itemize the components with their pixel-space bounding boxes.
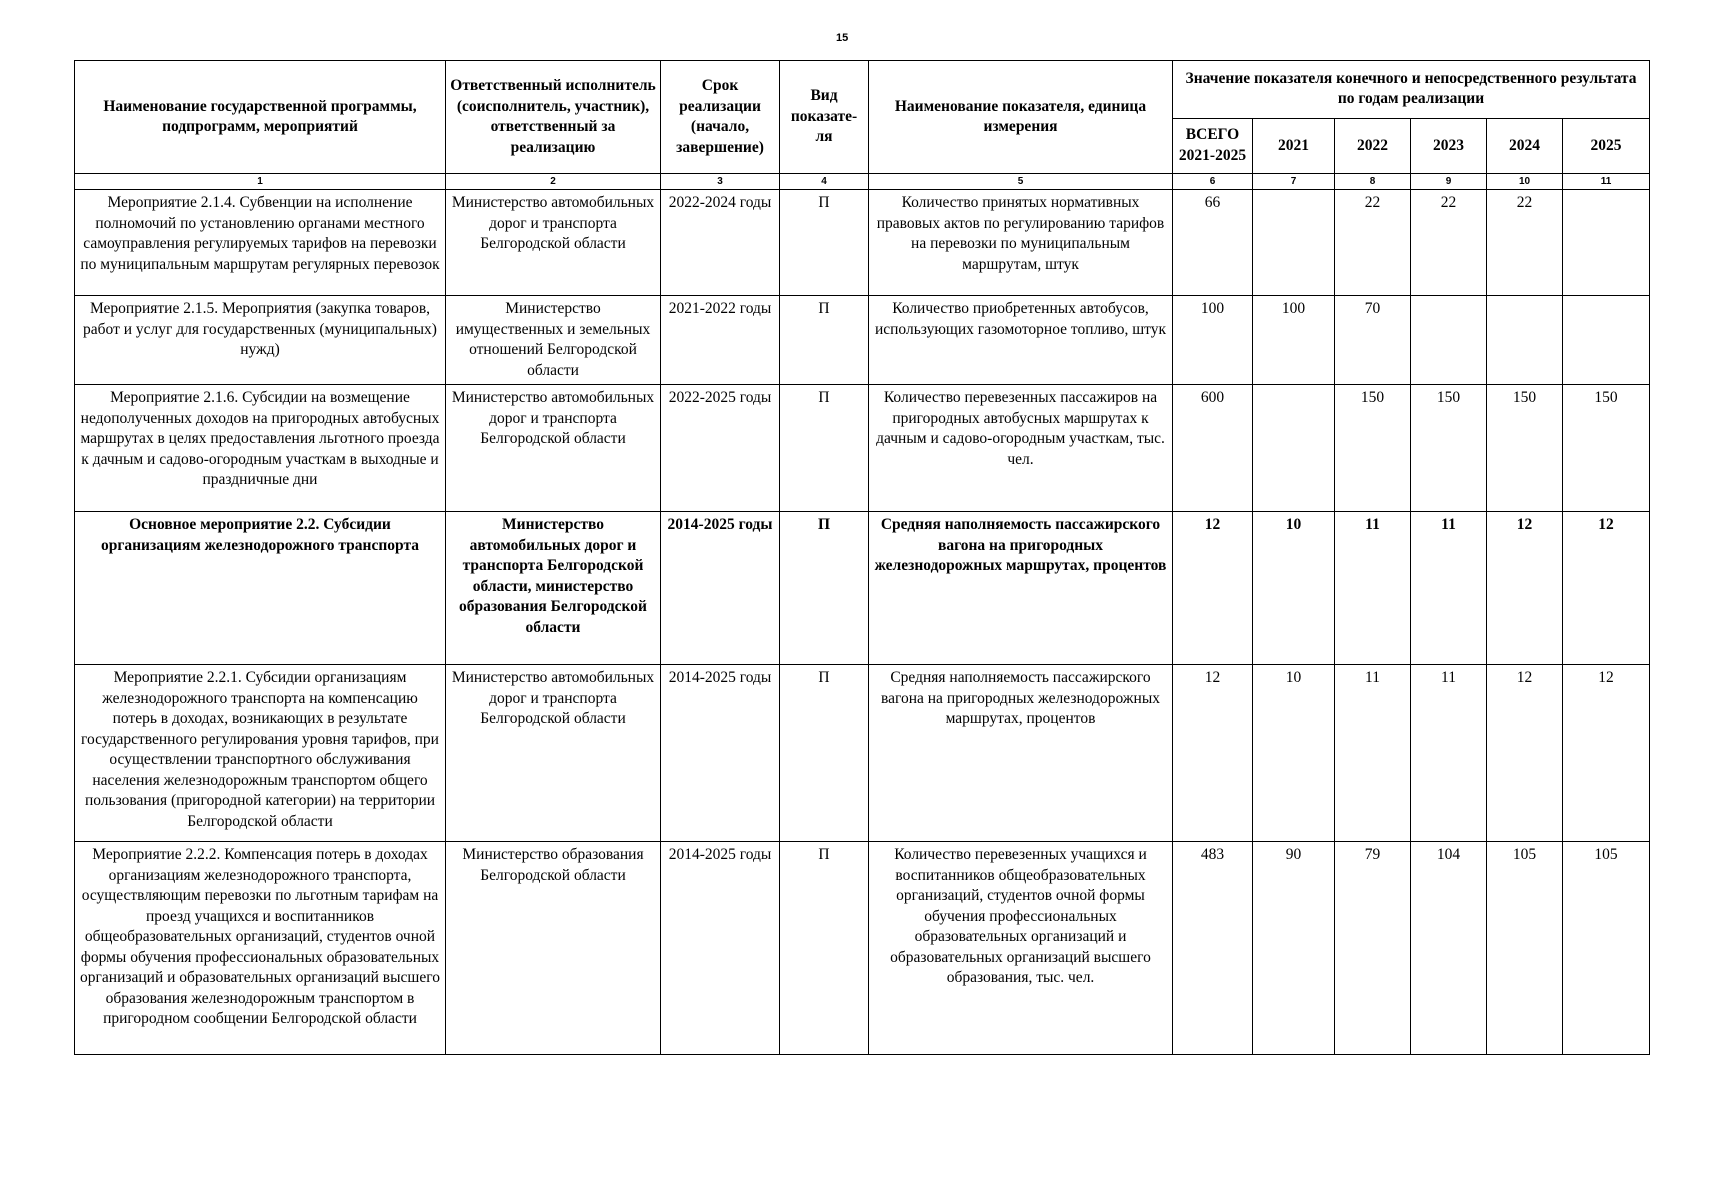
row-y2024: 105: [1487, 842, 1563, 1055]
row-y2025: 12: [1563, 512, 1650, 665]
row-y2022: 11: [1335, 665, 1411, 842]
header-group: Значение показателя конечного и непосредственного результата по годам реализации: [1173, 61, 1650, 119]
row-y2023: 22: [1411, 190, 1487, 296]
col-number: 11: [1563, 174, 1650, 190]
row-y2025: 12: [1563, 665, 1650, 842]
row-total: 600: [1173, 385, 1253, 512]
row-executor: Министерство автомобильных дорог и транспорта Белгородской области: [446, 190, 661, 296]
row-name: Мероприятие 2.1.5. Мероприятия (закупка товаров, работ и услуг для государственных (муниципальных) нужд): [75, 296, 446, 385]
row-period: 2022-2024 годы: [661, 190, 780, 296]
col-number: 3: [661, 174, 780, 190]
row-kind: П: [780, 842, 869, 1055]
row-y2023: 150: [1411, 385, 1487, 512]
row-period: 2014-2025 годы: [661, 665, 780, 842]
row-name: Мероприятие 2.2.1. Субсидии организациям железнодорожного транспорта на компенсацию потерь в доходах, возникающих в результате государственного регулирования уровня тарифов, при осуществлении транспортного обслуживания населения железнодорожным транспортом общего пользования (пригородной категории) на территории Белгородской области: [75, 665, 446, 842]
row-y2022: 79: [1335, 842, 1411, 1055]
col-number: 10: [1487, 174, 1563, 190]
row-y2023: [1411, 296, 1487, 385]
col-number: 8: [1335, 174, 1411, 190]
row-y2022: 11: [1335, 512, 1411, 665]
table-row: [75, 190, 1650, 296]
col-number: 6: [1173, 174, 1253, 190]
row-y2021: [1253, 190, 1335, 296]
header-year-2024: 2024: [1487, 118, 1563, 173]
table-row: [75, 296, 1650, 385]
row-y2024: 22: [1487, 190, 1563, 296]
header-total: ВСЕГО 2021-2025: [1173, 118, 1253, 173]
row-indicator: Количество приобретенных автобусов, использующих газомоторное топливо, штук: [869, 296, 1173, 385]
row-kind: П: [780, 296, 869, 385]
column-numbers-row: [75, 174, 1650, 190]
table-row: [75, 512, 1650, 665]
row-indicator: Средняя наполняемость пассажирского вагона на пригородных железнодорожных маршрутах, процентов: [869, 665, 1173, 842]
header-year-2021: 2021: [1253, 118, 1335, 173]
row-indicator: Количество перевезенных учащихся и воспитанников общеобразовательных организаций, студентов очной формы обучения профессиональных образовательных организаций и образовательных организаций высшего образования, тыс. чел.: [869, 842, 1173, 1055]
row-y2021: 90: [1253, 842, 1335, 1055]
row-name: Мероприятие 2.1.4. Субвенции на исполнение полномочий по установлению органами местного самоуправления регулируемых тарифов на перевозки по муниципальным маршрутам регулярных перевозок: [75, 190, 446, 296]
row-period: 2014-2025 годы: [661, 842, 780, 1055]
header-year-2022: 2022: [1335, 118, 1411, 173]
row-kind: П: [780, 385, 869, 512]
table-row: [75, 385, 1650, 512]
header-row-1: [75, 61, 1650, 119]
header-year-2025: 2025: [1563, 118, 1650, 173]
header-col4: Вид показате-ля: [780, 61, 869, 174]
page-number: 15: [836, 32, 849, 44]
col-number: 1: [75, 174, 446, 190]
row-y2022: 150: [1335, 385, 1411, 512]
row-indicator: Средняя наполняемость пассажирского вагона на пригородных железнодорожных маршрутах, процентов: [869, 512, 1173, 665]
col-number: 4: [780, 174, 869, 190]
row-total: 100: [1173, 296, 1253, 385]
row-executor: Министерство образования Белгородской области: [446, 842, 661, 1055]
row-y2021: 10: [1253, 665, 1335, 842]
row-total: 483: [1173, 842, 1253, 1055]
col-number: 5: [869, 174, 1173, 190]
row-total: 66: [1173, 190, 1253, 296]
row-period: 2014-2025 годы: [661, 512, 780, 665]
header-col2: Ответственный исполнитель (соисполнитель, участник), ответственный за реализацию: [446, 61, 661, 174]
col-number: 2: [446, 174, 661, 190]
row-name: Основное мероприятие 2.2. Субсидии организациям железнодорожного транспорта: [75, 512, 446, 665]
header-col5: Наименование показателя, единица измерения: [869, 61, 1173, 174]
row-total: 12: [1173, 512, 1253, 665]
row-period: 2022-2025 годы: [661, 385, 780, 512]
row-y2024: 150: [1487, 385, 1563, 512]
col-number: 7: [1253, 174, 1335, 190]
row-y2025: [1563, 190, 1650, 296]
row-y2023: 11: [1411, 665, 1487, 842]
row-y2023: 104: [1411, 842, 1487, 1055]
row-y2021: 100: [1253, 296, 1335, 385]
row-executor: Министерство автомобильных дорог и транспорта Белгородской области: [446, 665, 661, 842]
indicators-table: [74, 60, 1650, 1055]
header-year-2023: 2023: [1411, 118, 1487, 173]
header-col1: Наименование государственной программы, подпрограмм, мероприятий: [75, 61, 446, 174]
row-executor: Министерство автомобильных дорог и транспорта Белгородской области, министерство образования Белгородской области: [446, 512, 661, 665]
row-indicator: Количество перевезенных пассажиров на пригородных автобусных маршрутах к дачным и садово-огородным участкам, тыс. чел.: [869, 385, 1173, 512]
row-name: Мероприятие 2.2.2. Компенсация потерь в доходах организациям железнодорожного транспорта, осуществляющим перевозки по льготным тарифам на проезд учащихся и воспитанников общеобразовательных организаций, студентов очной формы обучения профессиональных образовательных организаций и образовательных организаций высшего образования железнодорожным транспортом в пригородном сообщении Белгородской области: [75, 842, 446, 1055]
row-executor: Министерство автомобильных дорог и транспорта Белгородской области: [446, 385, 661, 512]
row-total: 12: [1173, 665, 1253, 842]
row-kind: П: [780, 665, 869, 842]
row-name: Мероприятие 2.1.6. Субсидии на возмещение недополученных доходов на пригородных автобусных маршрутах в целях предоставления льготного проезда к дачным и садово-огородным участкам в выходные и праздничные дни: [75, 385, 446, 512]
row-y2024: 12: [1487, 665, 1563, 842]
row-period: 2021-2022 годы: [661, 296, 780, 385]
row-kind: П: [780, 190, 869, 296]
row-y2021: [1253, 385, 1335, 512]
row-y2025: 105: [1563, 842, 1650, 1055]
row-indicator: Количество принятых нормативных правовых актов по регулированию тарифов на перевозки по муниципальным маршрутам, штук: [869, 190, 1173, 296]
row-y2024: 12: [1487, 512, 1563, 665]
row-y2022: 22: [1335, 190, 1411, 296]
header-col3: Срок реализации (начало, завершение): [661, 61, 780, 174]
table-row: [75, 842, 1650, 1055]
row-y2025: 150: [1563, 385, 1650, 512]
row-y2021: 10: [1253, 512, 1335, 665]
col-number: 9: [1411, 174, 1487, 190]
row-executor: Министерство имущественных и земельных отношений Белгородской области: [446, 296, 661, 385]
row-y2025: [1563, 296, 1650, 385]
row-y2023: 11: [1411, 512, 1487, 665]
row-y2022: 70: [1335, 296, 1411, 385]
table-row: [75, 665, 1650, 842]
row-y2024: [1487, 296, 1563, 385]
row-kind: П: [780, 512, 869, 665]
